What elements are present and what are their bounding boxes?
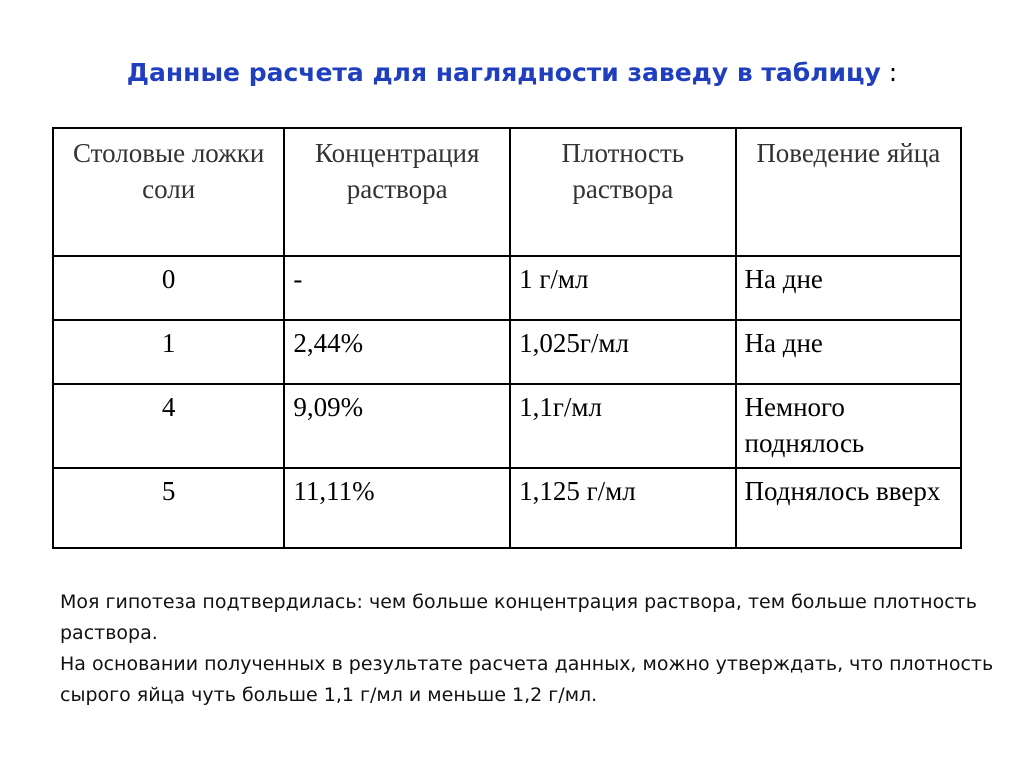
page-title xyxy=(0,58,1024,87)
cell-concentration: - xyxy=(284,256,510,320)
cell-concentration: 11,11% xyxy=(284,468,510,548)
cell-egg-behavior: Поднялось вверх xyxy=(736,468,961,548)
cell-egg-behavior: На дне xyxy=(736,320,961,384)
cell-salt-spoons: 4 xyxy=(53,384,284,468)
cell-salt-spoons: 0 xyxy=(53,256,284,320)
inference-paragraph: На основании полученных в результате расчета данных, можно утверждать, что плотность сырого яйца чуть больше 1,1 г/мл и меньше 1,2 г/мл. xyxy=(60,653,994,706)
cell-density: 1 г/мл xyxy=(510,256,735,320)
hypothesis-paragraph: Моя гипотеза подтвердилась: чем больше концентрация раствора, тем больше плотность раствора. xyxy=(60,591,977,644)
cell-salt-spoons: 1 xyxy=(53,320,284,384)
table-row xyxy=(53,320,961,384)
table-header-row xyxy=(53,128,961,256)
conclusion-text xyxy=(60,587,1000,711)
title-text: Данные расчета для наглядности заведу в таблицу xyxy=(126,58,881,87)
cell-concentration: 9,09% xyxy=(284,384,510,468)
cell-density: 1,1г/мл xyxy=(510,384,735,468)
table-row xyxy=(53,256,961,320)
header-concentration: Концентрация раствора xyxy=(284,128,510,256)
header-salt-spoons: Столовые ложки соли xyxy=(53,128,284,256)
table-row xyxy=(53,384,961,468)
cell-egg-behavior: На дне xyxy=(736,256,961,320)
results-table xyxy=(52,127,962,549)
cell-concentration: 2,44% xyxy=(284,320,510,384)
cell-density: 1,025г/мл xyxy=(510,320,735,384)
header-egg-behavior: Поведение яйца xyxy=(736,128,961,256)
title-colon: : xyxy=(880,58,898,87)
table-row xyxy=(53,468,961,548)
cell-salt-spoons: 5 xyxy=(53,468,284,548)
cell-egg-behavior: Немного поднялось xyxy=(736,384,961,468)
header-density: Плотность раствора xyxy=(510,128,735,256)
cell-density: 1,125 г/мл xyxy=(510,468,735,548)
